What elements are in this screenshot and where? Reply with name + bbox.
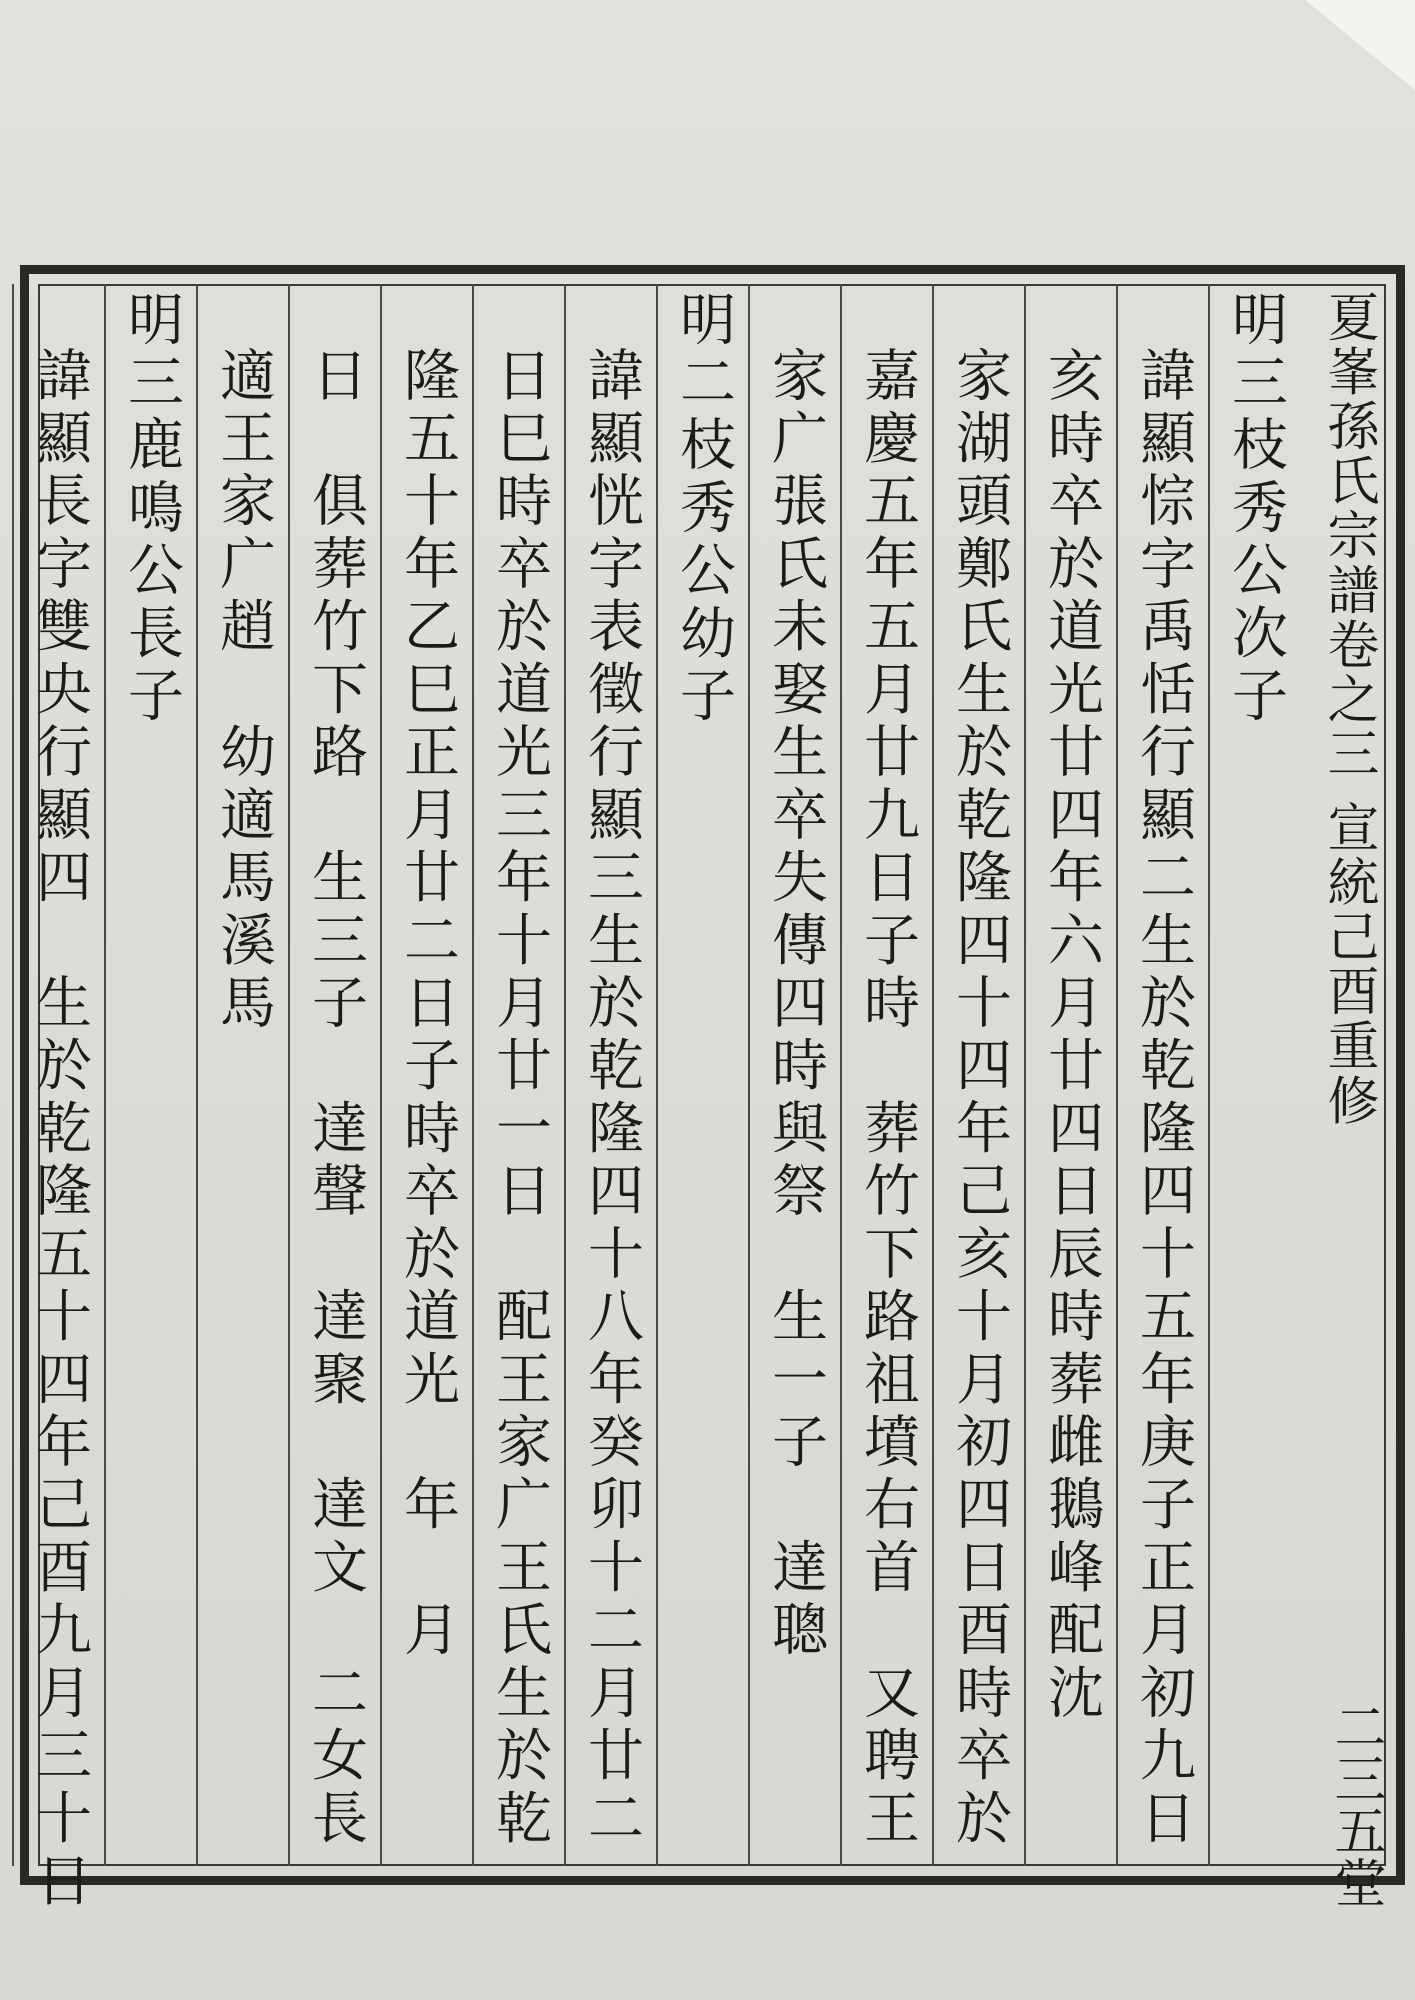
column-rule <box>1116 284 1118 1866</box>
column-rule <box>1208 284 1210 1866</box>
entry-heading-column: 明三枝秀公次子 <box>1223 290 1288 730</box>
entry-text-column: 諱顯悰字禹恬行顯二生於乾隆四十五年庚子正月初九日 <box>1131 346 1196 1852</box>
entry-text-column: 適王家广趙 幼適馬溪馬 <box>211 346 276 1036</box>
column-rule <box>564 284 566 1866</box>
page-number <box>1318 1700 1393 1908</box>
column-rule <box>472 284 474 1866</box>
column-rule <box>288 284 290 1866</box>
column-rule <box>748 284 750 1866</box>
column-rule <box>656 284 658 1866</box>
column-rule <box>104 284 106 1866</box>
column-rule <box>196 284 198 1866</box>
column-rule <box>1024 284 1026 1866</box>
entry-text-column: 諱顯長字雙央行顯四 生於乾隆五十四年己酉九月三十日 <box>27 346 92 1914</box>
entry-text-column: 家广張氏未娶生卒失傳四時與祭 生一子 達聰 <box>763 346 828 1664</box>
hall-name: 堂 <box>1325 1856 1385 1908</box>
entry-text-column: 隆五十年乙巳正月廿二日子時卒於道光 年 月 <box>395 346 460 1664</box>
entry-text-column: 諱顯恍字表徵行顯三生於乾隆四十八年癸卯十二月廿二 <box>579 346 644 1852</box>
column-rule <box>932 284 934 1866</box>
column-rule <box>840 284 842 1866</box>
page-header: 夏峯孫氏宗譜卷之三 宣統己酉重修 <box>1318 290 1378 1129</box>
entry-text-column: 日 俱葬竹下路 生三子 達聲 達聚 達文 二女長 <box>303 346 368 1852</box>
entry-heading-column: 明二枝秀公幼子 <box>671 290 736 730</box>
entry-text-column: 亥時卒於道光廿四年六月廿四日辰時葬雌鵝峰配沈 <box>1039 346 1104 1726</box>
entry-text-column: 日巳時卒於道光三年十月廿一日 配王家广王氏生於乾 <box>487 346 552 1852</box>
column-rule <box>380 284 382 1866</box>
page-number-value: 二三五 <box>1325 1700 1385 1856</box>
entry-text-column: 嘉慶五年五月廿九日子時 葬竹下路祖墳右首 又聘王 <box>855 346 920 1852</box>
column-rule <box>12 284 14 1866</box>
entry-heading-column: 明三鹿鳴公長子 <box>119 290 184 730</box>
entry-text-column: 家湖頭鄭氏生於乾隆四十四年己亥十月初四日酉時卒於 <box>947 346 1012 1852</box>
